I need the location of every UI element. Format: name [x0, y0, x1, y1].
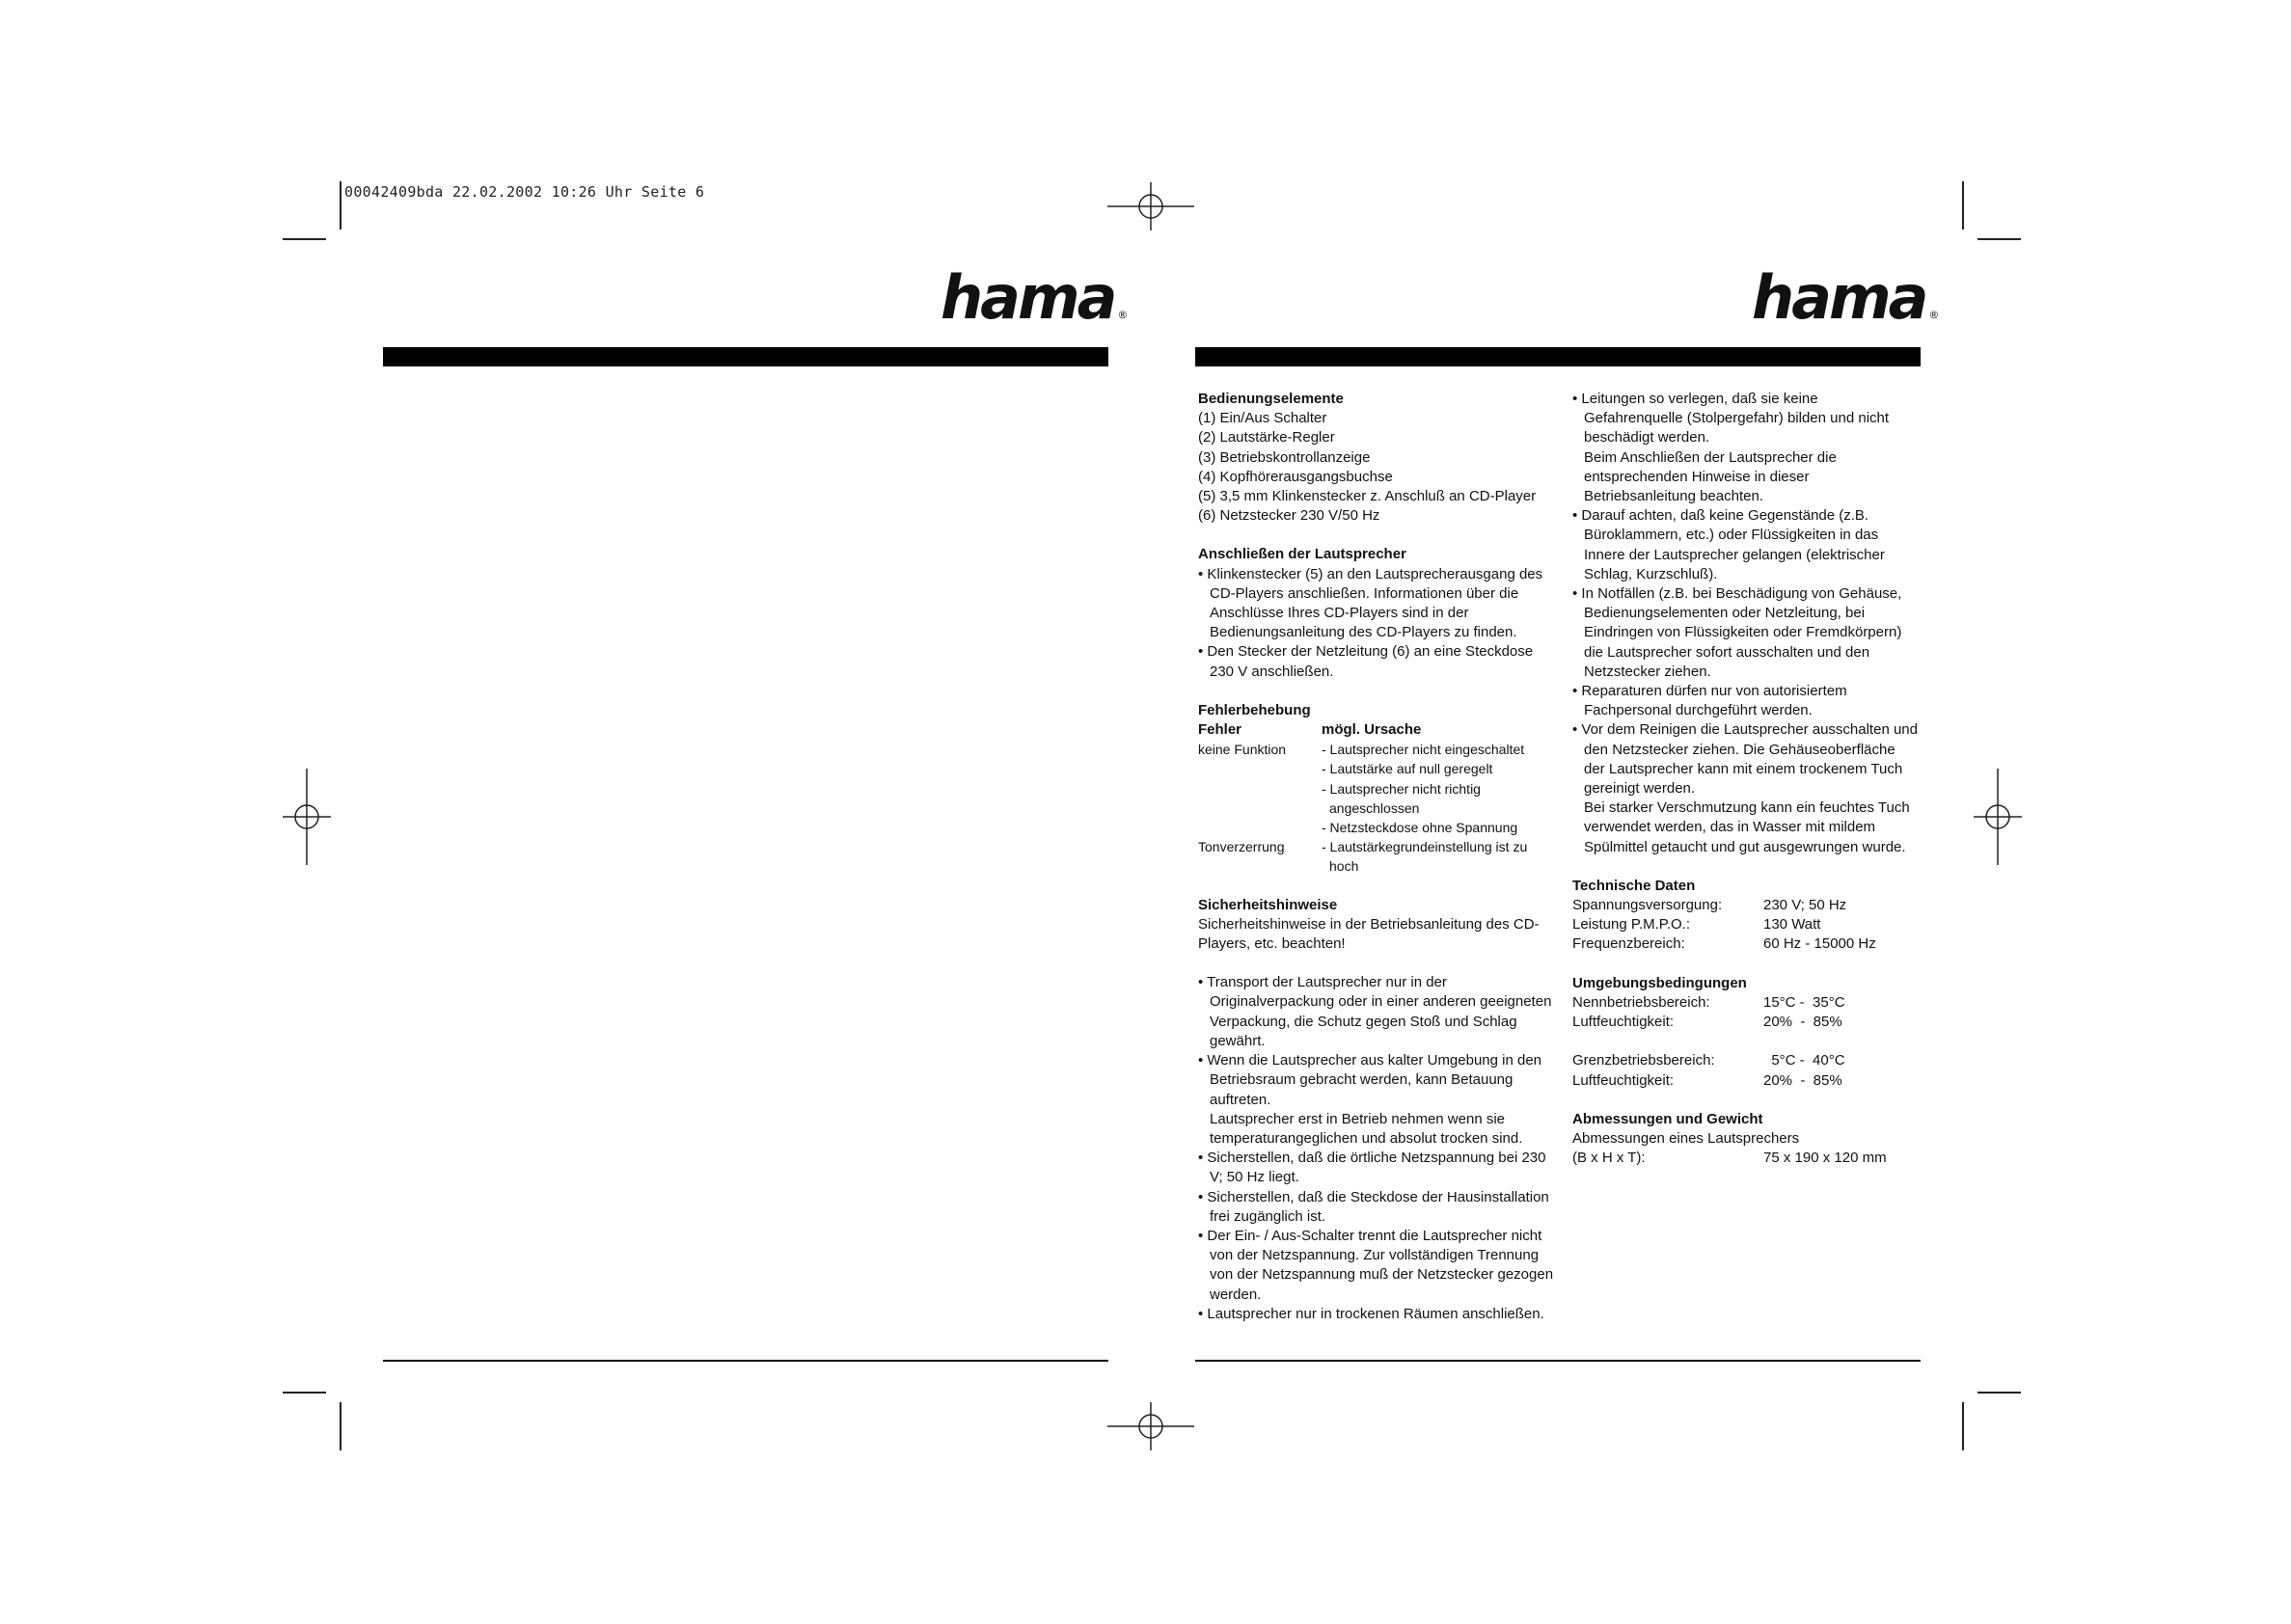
env-label: Luftfeuchtigkeit:	[1572, 1014, 1675, 1031]
dims-heading: Abmessungen und Gewicht	[1572, 1110, 1763, 1127]
safety-bullet: • Der Ein- / Aus-Schalter trennt die Lautsprecher nicht von der Netzspannung. Zur vollständigen Trennung von der Netzspannung muß der Netzstecker gezogen werden.	[1198, 1227, 1554, 1303]
env-label: Nennbetriebsbereich:	[1572, 993, 1710, 1011]
controls-item: (4) Kopfhörerausgangsbuchse	[1198, 468, 1393, 485]
tech-value: 60 Hz - 15000 Hz	[1763, 935, 1876, 953]
connect-bullet: • Den Stecker der Netzleitung (6) an eine Steckdose 230 V anschließen.	[1198, 643, 1534, 680]
tech-value: 130 Watt	[1763, 916, 1821, 934]
troubleshoot-col-cause: mögl. Ursache	[1322, 721, 1422, 739]
troubleshoot-cause: - Netzsteckdose ohne Spannung	[1322, 820, 1518, 836]
dims-value: 75 x 190 x 120 mm	[1763, 1150, 1887, 1167]
tech-label: Spannungsversorgung:	[1572, 897, 1723, 914]
safety-intro: Sicherheitshinweise in der Betriebsanleitung des CD-Players, etc. beachten!	[1198, 915, 1540, 953]
troubleshoot-cause: - Lautsprecher nicht richtig angeschlossen	[1322, 780, 1481, 816]
env-row	[1572, 1071, 1920, 1091]
tech-label: Leistung P.M.P.O.:	[1572, 916, 1691, 934]
crop-mark	[340, 181, 341, 230]
troubleshoot-error: keine Funktion	[1198, 742, 1287, 758]
env-label: Grenzbetriebsbereich:	[1572, 1052, 1715, 1069]
safety-bullet: • Reparaturen dürfen nur von autorisiertem Fachpersonal durchgeführt werden.	[1572, 683, 1847, 719]
crop-mark	[283, 1392, 326, 1394]
env-heading: Umgebungsbedingungen	[1572, 974, 1747, 991]
tech-row	[1572, 896, 1920, 915]
crop-mark	[1977, 1392, 2021, 1394]
tech-label: Frequenzbereich:	[1572, 935, 1685, 953]
controls-item: (6) Netzstecker 230 V/50 Hz	[1198, 507, 1380, 525]
env-value: 5°C - 40°C	[1763, 1052, 1845, 1069]
troubleshoot-heading: Fehlerbehebung	[1198, 701, 1311, 718]
hama-logo-right: hama ®	[1752, 262, 1940, 333]
safety-bullet: • Sicherstellen, daß die örtliche Netzspannung bei 230 V; 50 Hz liegt.	[1198, 1150, 1546, 1186]
tech-value: 230 V; 50 Hz	[1763, 897, 1847, 914]
column-left	[1198, 390, 1555, 1324]
header-bar-left	[383, 347, 1108, 366]
safety-bullet: • Transport der Lautsprecher nur in der Originalverpackung oder in einer anderen geeigneten Verpackung, die Schutz gegen Stoß und Schlag gewährt.	[1198, 974, 1552, 1049]
env-row	[1572, 993, 1920, 1013]
print-slug: 00042409bda 22.02.2002 10:26 Uhr Seite 6	[344, 183, 705, 201]
env-value: 15°C - 35°C	[1763, 993, 1845, 1011]
safety-heading: Sicherheitshinweise	[1198, 896, 1338, 913]
safety-bullet: • Leitungen so verlegen, daß sie keine Gefahrenquelle (Stolpergefahr) bilden und nicht beschädigt werden.	[1572, 391, 1890, 447]
safety-bullet-cont: Bei starker Verschmutzung kann ein feuchtes Tuch verwendet werden, das in Wasser mit mildem Spülmittel getaucht und gut ausgewrungen wurde.	[1584, 799, 1910, 855]
controls-item: (1) Ein/Aus Schalter	[1198, 410, 1327, 427]
safety-bullet: • Lautsprecher nur in trockenen Räumen anschließen.	[1198, 1305, 1544, 1322]
footer-rule-right	[1195, 1360, 1921, 1362]
safety-bullet: • In Notfällen (z.B. bei Beschädigung von Gehäuse, Bedienungselementen oder Netzleitung, bei Eindringen von Flüssigkeiten oder Fremdkörpern) die Lautsprecher sofort ausschalten und den Netzstecker ziehen.	[1572, 585, 1902, 680]
env-row	[1572, 1013, 1920, 1032]
safety-bullet-cont: Beim Anschließen der Lautsprecher die entsprechenden Hinweise in dieser Betriebsanleitung beachten.	[1584, 448, 1837, 505]
troubleshoot-row	[1198, 740, 1555, 837]
env-value: 20% - 85%	[1763, 1071, 1842, 1089]
connect-bullet: • Klinkenstecker (5) an den Lautsprecherausgang des CD-Players anschließen. Informationen über die Anschlüsse Ihres CD-Players sind in der Bedienungsanleitung des CD-Players zu finden.	[1198, 565, 1543, 641]
troubleshoot-cause: - Lautstärke auf null geregelt	[1322, 761, 1493, 777]
troubleshoot-col-error: Fehler	[1198, 721, 1242, 739]
dims-label: (B x H x T):	[1572, 1150, 1646, 1167]
dims-line: Abmessungen eines Lautsprechers	[1572, 1129, 1800, 1147]
controls-heading: Bedienungselemente	[1198, 391, 1344, 407]
crop-mark	[1977, 238, 2021, 240]
controls-item: (5) 3,5 mm Klinkenstecker z. Anschluß an CD-Player	[1198, 488, 1537, 505]
registration-mark-left	[283, 769, 331, 865]
registration-mark-bottom	[1107, 1402, 1194, 1450]
safety-bullet: • Vor dem Reinigen die Lautsprecher ausschalten und den Netzstecker ziehen. Die Gehäuseoberfläche der Lautsprecher kann mit einem trockenem Tuch gereinigt werden.	[1572, 721, 1918, 798]
tech-heading: Technische Daten	[1572, 877, 1696, 894]
registration-mark-top	[1107, 182, 1194, 230]
footer-rule-left	[383, 1360, 1108, 1362]
dims-row	[1572, 1149, 1920, 1168]
crop-mark	[283, 238, 326, 240]
crop-mark	[340, 1402, 341, 1450]
safety-bullet: • Darauf achten, daß keine Gegenstände (z.B. Büroklammern, etc.) oder Flüssigkeiten in das Innere der Lautsprecher gelangen (elektrischer Schlag, Kurzschluß).	[1572, 507, 1885, 582]
env-value: 20% - 85%	[1763, 1014, 1842, 1031]
env-label: Luftfeuchtigkeit:	[1572, 1071, 1675, 1089]
controls-item: (3) Betriebskontrollanzeige	[1198, 448, 1371, 466]
troubleshoot-cause: - Lautstärkegrundeinstellung ist zu hoch	[1322, 839, 1528, 875]
header-bar-right	[1195, 347, 1921, 366]
env-row	[1572, 1051, 1920, 1070]
troubleshoot-error: Tonverzerrung	[1198, 839, 1285, 855]
safety-bullet: • Sicherstellen, daß die Steckdose der Hausinstallation frei zugänglich ist.	[1198, 1188, 1549, 1225]
connect-heading: Anschließen der Lautsprecher	[1198, 546, 1406, 563]
tech-row	[1572, 915, 1920, 934]
troubleshoot-row	[1198, 837, 1555, 876]
safety-bullet: • Wenn die Lautsprecher aus kalter Umgebung in den Betriebsraum gebracht werden, kann Betauung auftreten.	[1198, 1052, 1542, 1108]
column-right	[1572, 390, 1920, 1168]
registration-mark-right	[1974, 769, 2022, 865]
crop-mark	[1962, 1402, 1964, 1450]
hama-logo-left: hama ®	[941, 262, 1129, 333]
controls-item: (2) Lautstärke-Regler	[1198, 429, 1335, 447]
troubleshoot-cause: - Lautsprecher nicht eingeschaltet	[1322, 742, 1525, 758]
safety-bullet-cont: Lautsprecher erst in Betrieb nehmen wenn sie temperaturangeglichen und absolut trocken sind.	[1210, 1110, 1523, 1147]
registration-mark-top	[1107, 182, 2291, 230]
tech-row	[1572, 934, 1920, 954]
